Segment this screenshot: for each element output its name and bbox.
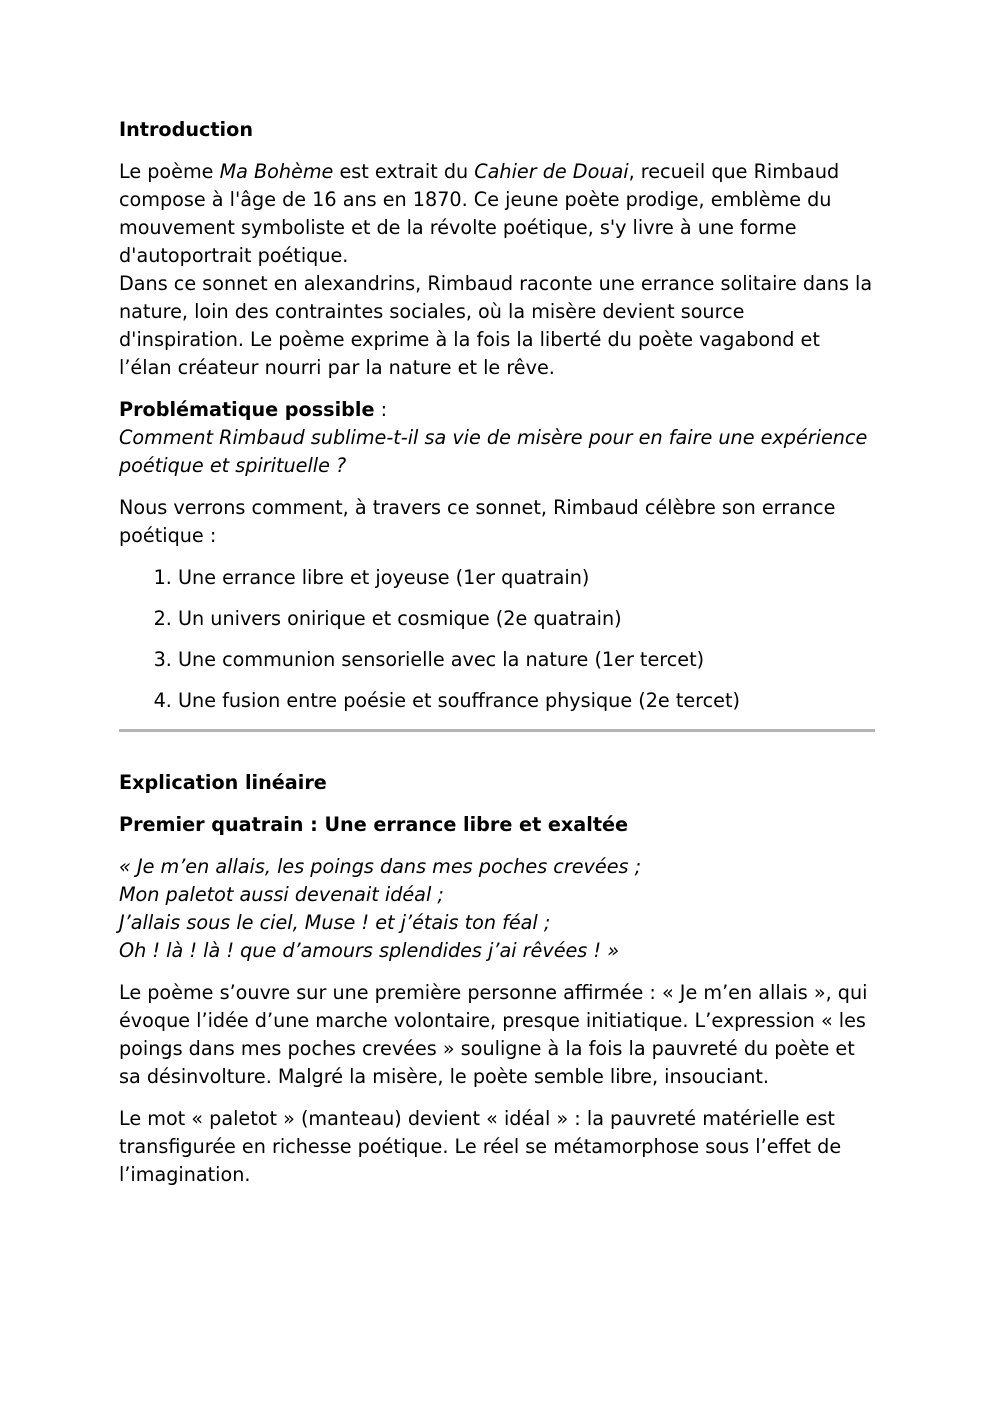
problem-colon: : — [374, 398, 388, 421]
problem-label-line — [119, 396, 875, 424]
explication-heading: Explication linéaire — [119, 771, 327, 794]
verse-line: J’allais sous le ciel, Muse ! et j’étais ton féal ; — [119, 911, 551, 934]
intro-heading: Introduction — [119, 118, 253, 141]
list-item: 2. Un univers onirique et cosmique (2e quatrain) — [178, 605, 875, 633]
intro-text: , recueil que Rimbaud compose à l'âge de 16 ans en 1870. Ce jeune poète prodige, emblème du mouvement symboliste et de la révolte poétique, s'y livre à une forme d'autoportrait poétique. — [119, 160, 840, 267]
problem-text: Comment Rimbaud sublime-t-il sa vie de misère pour en faire une expérience poétique et spirituelle ? — [119, 426, 868, 477]
intro-paragraph-1 — [119, 158, 875, 270]
poem-title: Ma Bohème — [219, 160, 334, 183]
verse-line: Oh ! là ! là ! que d’amours splendides j’ai rêvées ! » — [119, 939, 620, 962]
book-title: Cahier de Douai — [474, 160, 629, 183]
problem-label: Problématique possible — [119, 398, 375, 421]
verse-line: « Je m’en allais, les poings dans mes poches crevées ; — [119, 855, 642, 878]
document-page — [119, 116, 875, 1189]
intro-text: est extrait du — [333, 160, 475, 183]
section-divider — [119, 729, 875, 732]
plan-list — [119, 564, 875, 715]
analysis-paragraph-2: Le mot « paletot » (manteau) devient « idéal » : la pauvreté matérielle est transfigurée en richesse poétique. Le réel se métamorphose sous l’effet de l’imagination. — [119, 1107, 842, 1186]
quatrain-heading: Premier quatrain : Une errance libre et exaltée — [119, 813, 629, 836]
verse-block — [119, 853, 875, 965]
analysis-paragraph-1: Le poème s’ouvre sur une première personne affirmée : « Je m’en allais », qui évoque l’idée d’une marche volontaire, presque initiatique. L’expression « les poings dans mes poches crevées » souligne à la fois la pauvreté du poète et sa désinvolture. Malgré la misère, le poète semble libre, insouciant. — [119, 981, 868, 1088]
intro-paragraph-2: Dans ce sonnet en alexandrins, Rimbaud raconte une errance solitaire dans la nature, loin des contraintes sociales, où la misère devient source d'inspiration. Le poème exprime à la fois la liberté du poète vagabond et l’élan créateur nourri par la nature et le rêve. — [119, 272, 873, 379]
list-item: 1. Une errance libre et joyeuse (1er quatrain) — [178, 564, 875, 592]
verse-line: Mon paletot aussi devenait idéal ; — [119, 883, 444, 906]
intro-text: Le poème — [119, 160, 220, 183]
list-item: 4. Une fusion entre poésie et souffrance physique (2e tercet) — [178, 687, 875, 715]
list-item: 3. Une communion sensorielle avec la nature (1er tercet) — [178, 646, 875, 674]
plan-intro: Nous verrons comment, à travers ce sonnet, Rimbaud célèbre son errance poétique : — [119, 496, 836, 547]
